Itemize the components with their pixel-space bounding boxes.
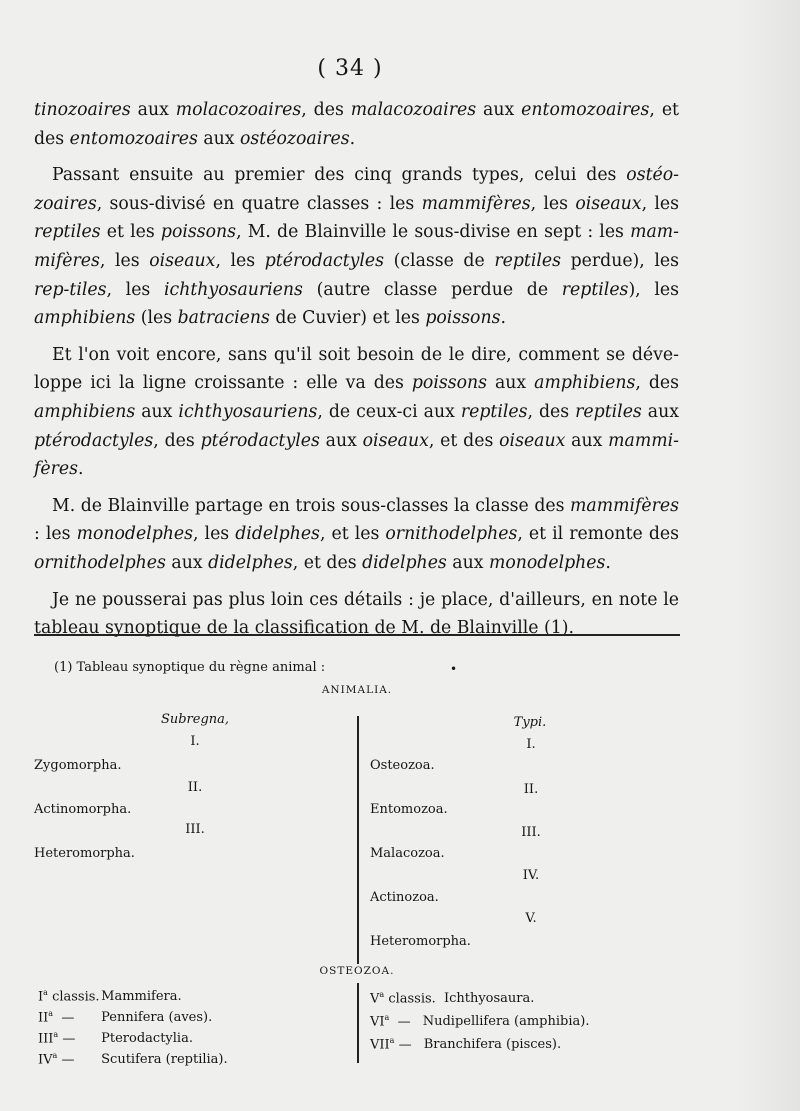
text-run: et les: [100, 222, 161, 243]
class-name: Ichthyosaura.: [443, 991, 535, 1007]
text-run: , et les: [319, 524, 386, 545]
italic-term: reptiles: [494, 250, 561, 271]
text-run: (classe de: [384, 250, 495, 271]
italic-term: rep-tiles: [34, 279, 107, 300]
typus-numeral: IV.: [522, 868, 540, 883]
class-row: $II^a$ — Pennifera (aves).: [38, 1009, 213, 1026]
italic-term: tinozoaires: [34, 100, 131, 120]
italic-term: entomozoaires: [521, 100, 650, 120]
italic-term: ornithodelphes: [34, 552, 166, 573]
text-run: , les: [215, 250, 265, 271]
italic-term: didelphes: [235, 524, 320, 545]
italic-term: oiseaux: [362, 430, 429, 451]
subregna-label: Subregna,: [160, 712, 230, 727]
text-run: , des: [635, 373, 679, 394]
text-run: perdue), les: [560, 250, 679, 271]
typus-name: Entomozoa.: [370, 802, 448, 817]
italic-term: monodelphes: [76, 524, 193, 545]
text-run: aux: [135, 401, 179, 422]
subregnum-name: Actinomorpha.: [34, 802, 132, 817]
text-run: .: [605, 552, 611, 573]
text-run: Je ne pousserai pas plus loin ces détails : je place, d'ailleurs, en note le tableau synoptique de la classification de M. de Blainville (1).: [34, 589, 679, 639]
classes-divider: [357, 983, 359, 1063]
animalia-heading: ANIMALIA.: [321, 684, 393, 696]
italic-term: batraciens: [177, 308, 270, 329]
subregnum-name: Heteromorpha.: [34, 846, 135, 861]
italic-term: ptérodactyles: [200, 430, 320, 451]
subregnum-numeral: I.: [190, 734, 200, 749]
footnote-heading: (1) Tableau synoptique du règne animal :: [54, 660, 326, 675]
italic-term: reptiles: [575, 401, 642, 422]
text-run: , sous-divisé en quatre classes : les: [96, 193, 422, 214]
typus-name: Heteromorpha.: [370, 934, 471, 949]
italic-term: mammifères: [421, 193, 531, 214]
typus-name: Malacozoa.: [370, 846, 445, 861]
text-run: , et il remonte des: [517, 524, 679, 545]
class-row: III$^a$ — Pterodactylia.: [38, 1030, 193, 1047]
italic-term: reptiles: [460, 401, 528, 422]
italic-term: amphibiens: [34, 308, 136, 329]
typus-numeral: III.: [521, 825, 541, 840]
text-run: , les: [641, 193, 679, 214]
text-run: , les: [193, 524, 236, 545]
italic-term: poissons: [160, 222, 237, 243]
text-run: .: [349, 128, 356, 149]
class-name: Mammifera.: [101, 989, 182, 1005]
italic-term: ostéozoaires: [240, 128, 350, 149]
text-run: Et l'on voit encore, sans qu'il soit besoin de le dire, comment se déve-loppe ici la ligne croissante : elle va des: [34, 344, 679, 394]
italic-term: ostéo-zoaires: [34, 165, 679, 214]
text-run: , de ceux-ci aux: [317, 401, 461, 422]
italic-term: ptérodactyles: [264, 250, 385, 271]
text-run: , des: [301, 100, 351, 120]
text-run: , et des: [34, 100, 679, 149]
italic-term: ichthyosauriens: [164, 279, 303, 300]
text-run: aux: [446, 552, 489, 573]
text-run: ), les: [628, 279, 679, 300]
paragraph-1: [34, 96, 679, 153]
subregnum-name: Zygomorpha.: [34, 758, 122, 773]
class-row: $V^a$ classis. Ichthyosaura.: [370, 990, 535, 1007]
paragraph-4: [34, 492, 679, 578]
italic-term: reptiles: [34, 222, 101, 243]
text-run: aux: [641, 401, 679, 422]
footnote-rule: [34, 634, 680, 636]
class-name: Pterodactylia.: [101, 1031, 193, 1047]
paragraph-3: [34, 341, 679, 484]
italic-term: oiseaux: [575, 193, 642, 214]
text-run: (autre classe perdue de: [302, 279, 562, 300]
text-run: (les: [135, 308, 178, 329]
italic-term: ptérodactyles: [34, 430, 154, 451]
text-run: aux: [319, 430, 363, 451]
table-divider: [357, 716, 359, 964]
text-run: aux: [165, 552, 209, 573]
class-name: Pennifera (aves).: [101, 1010, 213, 1026]
body-text: [34, 96, 679, 651]
text-run: aux: [487, 373, 535, 394]
text-run: .: [77, 459, 84, 480]
text-run: aux: [130, 100, 176, 120]
text-run: , les: [530, 193, 576, 214]
typus-numeral: II.: [523, 782, 539, 797]
italic-term: poissons: [425, 308, 501, 329]
bullet-dot: •: [450, 662, 458, 676]
italic-term: didelphes: [208, 552, 293, 573]
text-run: , les: [106, 279, 165, 300]
italic-term: malacozoaires: [350, 100, 477, 120]
typus-name: Osteozoa.: [370, 758, 435, 773]
typus-numeral: I.: [526, 737, 536, 752]
italic-term: entomozoaires: [69, 128, 198, 149]
italic-term: mammifères: [570, 495, 679, 516]
text-run: , des: [527, 401, 576, 422]
osteozoa-heading: OSTEOZOA.: [319, 965, 395, 977]
typus-name: Actinozoa.: [370, 890, 439, 905]
class-row: $VI^a$ — Nudipellifera (amphibia).: [370, 1013, 590, 1030]
italic-term: reptiles: [561, 279, 629, 300]
class-row: $IV^a$ — Scutifera (reptilia).: [38, 1051, 228, 1068]
italic-term: didelphes: [362, 552, 447, 573]
text-run: Passant ensuite au premier des cinq grands types, celui des: [52, 165, 627, 186]
text-run: aux: [565, 430, 609, 451]
italic-term: monodelphes: [488, 552, 606, 573]
class-row: VII$^a$ — Branchifera (pisces).: [370, 1036, 562, 1053]
class-row: $I^a$ classis. Mammifera.: [38, 988, 182, 1005]
class-name: Scutifera (reptilia).: [101, 1052, 228, 1068]
italic-term: mam-mifères: [34, 222, 679, 271]
subregnum-numeral: II.: [187, 780, 203, 795]
italic-term: molacozoaires: [175, 100, 302, 120]
text-run: M. de Blainville partage en trois sous-classes la classe des: [52, 495, 571, 516]
text-run: , et des: [292, 552, 363, 573]
text-run: aux: [197, 128, 241, 149]
italic-term: ichthyosauriens: [178, 401, 318, 422]
text-run: aux: [476, 100, 522, 120]
italic-term: oiseaux: [149, 250, 216, 271]
italic-term: mammi-fères: [34, 430, 680, 480]
class-name: Branchifera (pisces).: [423, 1037, 562, 1053]
text-run: , des: [153, 430, 201, 451]
typi-label: Typi.: [513, 715, 547, 730]
text-run: : les: [34, 524, 77, 545]
italic-term: poissons: [411, 373, 487, 394]
italic-term: amphibiens: [534, 373, 636, 394]
text-run: , M. de Blainville le sous-divise en sept : les: [236, 222, 631, 243]
italic-term: ornithodelphes: [385, 524, 518, 545]
text-run: , et des: [428, 430, 500, 451]
page-edge-shadow: [736, 0, 800, 1111]
text-run: , les: [99, 250, 150, 271]
italic-term: oiseaux: [499, 430, 566, 451]
typus-numeral: V.: [525, 911, 537, 926]
paragraph-2: [34, 161, 679, 333]
text-run: .: [500, 308, 506, 329]
subregnum-numeral: III.: [185, 822, 205, 837]
class-name: Nudipellifera (amphibia).: [422, 1014, 590, 1030]
text-run: de Cuvier) et les: [269, 308, 426, 329]
italic-term: amphibiens: [34, 401, 136, 422]
page-number: ( 34 ): [317, 56, 383, 81]
